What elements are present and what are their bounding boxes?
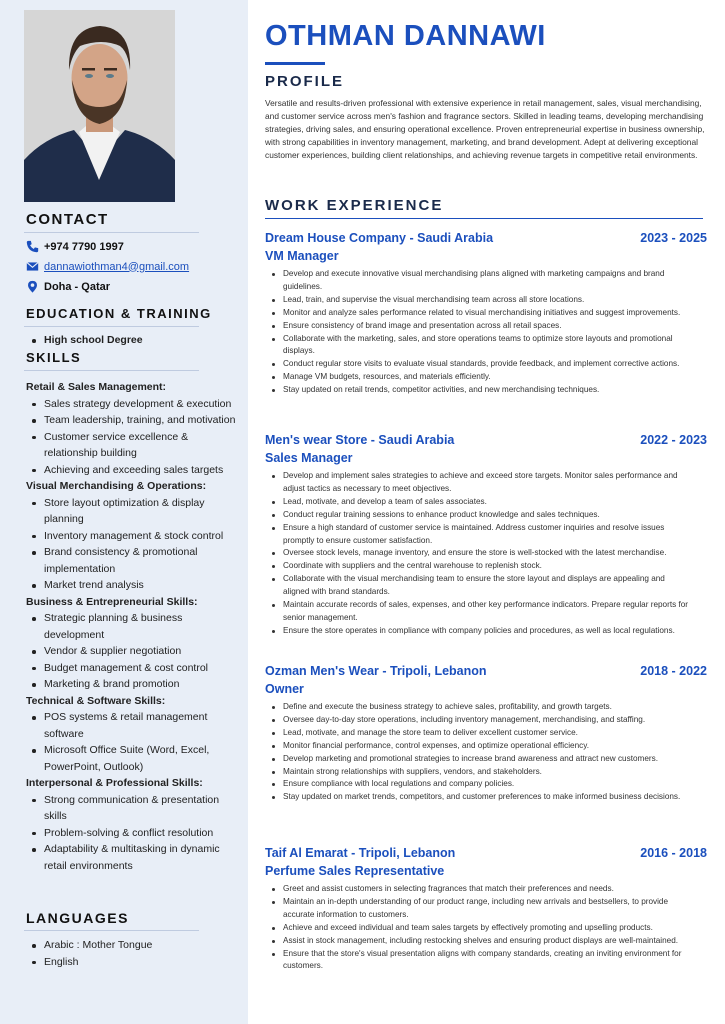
skill-item: Store layout optimization & display planning: [44, 495, 238, 528]
duty-item: Manage VM budgets, resources, and materials efficiently.: [283, 371, 693, 384]
skill-item: Customer service excellence & relationship building: [44, 429, 238, 462]
candidate-name: OTHMAN DANNAWI: [265, 20, 546, 52]
job-dates: 2023 - 2025: [640, 231, 707, 245]
job-company: Men's wear Store - Saudi Arabia: [265, 433, 455, 447]
skill-category: Business & Entrepreneurial Skills:: [26, 595, 198, 608]
duty-item: Ensure that the store's visual presentation aligns with company standards, creating an inviting environment for customers.: [283, 948, 693, 974]
work-experience-heading: WORK EXPERIENCE: [265, 197, 444, 214]
duty-item: Oversee stock levels, manage inventory, and ensure the store is well-stocked with the latest merchandise.: [283, 547, 693, 560]
email-icon: [26, 260, 39, 273]
skill-item: Problem-solving & conflict resolution: [44, 825, 238, 842]
duty-item: Ensure the store operates in compliance with company policies and procedures, as well as local regulations.: [283, 625, 693, 638]
duty-item: Monitor and analyze sales performance related to visual merchandising initiatives and suggest improvements.: [283, 307, 693, 320]
duty-item: Achieve and exceed individual and team sales targets by effectively promoting and upselling products.: [283, 922, 693, 935]
location-pin-icon: [26, 280, 39, 293]
job-company: Ozman Men's Wear - Tripoli, Lebanon: [265, 664, 487, 678]
job-entry: [265, 846, 707, 973]
education-item: High school Degree: [44, 332, 238, 349]
duty-item: Lead, motivate, and manage the store team to deliver excellent customer service.: [283, 727, 693, 740]
languages-divider: [24, 930, 199, 931]
duty-item: Ensure compliance with local regulations and company policies.: [283, 778, 693, 791]
contact-divider: [24, 232, 199, 233]
duty-item: Develop and execute innovative visual merchandising plans aligned with marketing campaigns and brand guidelines.: [283, 268, 693, 294]
skill-item: Adaptability & multitasking in dynamic retail environments: [44, 841, 238, 874]
phone-number: +974 7790 1997: [44, 240, 124, 253]
job-entry: [265, 664, 707, 804]
duty-item: Stay updated on retail trends, competitor activities, and new merchandising techniques.: [283, 384, 693, 397]
duty-item: Ensure consistency of brand image and presentation across all retail spaces.: [283, 320, 693, 333]
contact-location: [26, 280, 110, 293]
work-experience-divider: [265, 218, 703, 219]
skill-item: Brand consistency & promotional implementation: [44, 544, 238, 577]
skill-item: Marketing & brand promotion: [44, 676, 238, 693]
job-company: Dream House Company - Saudi Arabia: [265, 231, 494, 245]
duty-item: Develop marketing and promotional strategies to increase brand awareness and attract new customers.: [283, 753, 693, 766]
education-heading: EDUCATION & TRAINING: [26, 306, 212, 321]
skills-heading: SKILLS: [26, 350, 82, 365]
duty-item: Lead, train, and supervise the visual merchandising team across all store locations.: [283, 294, 693, 307]
portrait-illustration: [24, 10, 175, 202]
education-divider: [24, 326, 199, 327]
job-duties: [265, 268, 693, 397]
skill-category: Visual Merchandising & Operations:: [26, 480, 207, 492]
duty-item: Maintain strong relationships with suppliers, vendors, and stakeholders.: [283, 766, 693, 779]
skill-item: Strong communication & presentation skills: [44, 792, 238, 825]
skill-item: Strategic planning & business development: [44, 610, 238, 643]
skill-item: Achieving and exceeding sales targets: [44, 462, 238, 479]
duty-item: Coordinate with suppliers and the central warehouse to replenish stock.: [283, 560, 693, 573]
language-item: English: [44, 954, 238, 971]
education-list: [26, 332, 238, 349]
duty-item: Assist in stock management, including restocking shelves and ensuring product displays are well-maintained.: [283, 935, 693, 948]
duty-item: Greet and assist customers in selecting fragrances that match their preferences and needs.: [283, 883, 693, 896]
profile-summary: Versatile and results-driven professional with extensive experience in retail management, sales, visual merchandising, and customer service across men's fashion and fragrance sectors. Skilled in leading teams, developing merchandising strategies, driving sales, and ensuring operational excellence. Proven entrepreneurial expertise in business ownership, with strong capabilities in inventory management, marketing, and brand development. Adept at delivering exceptional customer experiences, building client relationships, and achieving revenue targets in competitive retail environments.: [265, 98, 705, 160]
duty-item: Lead, motivate, and develop a team of sales associates.: [283, 496, 693, 509]
job-entry: [265, 231, 707, 397]
job-dates: 2018 - 2022: [640, 664, 707, 678]
skills-divider: [24, 370, 199, 371]
contact-heading: CONTACT: [26, 211, 109, 228]
job-dates: 2022 - 2023: [640, 433, 707, 447]
skill-item: Inventory management & stock control: [44, 528, 238, 545]
duty-item: Maintain accurate records of sales, expenses, and other key performance indicators. Prepare regular reports for senior management.: [283, 599, 693, 625]
contact-email: [26, 260, 189, 273]
job-company: Taif Al Emarat - Tripoli, Lebanon: [265, 846, 456, 860]
duty-item: Collaborate with the visual merchandising team to ensure the store layout and displays are appealing and aligned with brand standards.: [283, 573, 693, 599]
location-text: Doha - Qatar: [44, 280, 111, 293]
languages-heading: LANGUAGES: [26, 910, 129, 926]
duty-item: Define and execute the business strategy to achieve sales, profitability, and growth targets.: [283, 701, 693, 714]
skill-item: Market trend analysis: [44, 577, 238, 594]
duty-item: Ensure a high standard of customer service is maintained. Address customer inquiries and resolve issues promptly to ensure customer satisfaction.: [283, 522, 693, 548]
profile-photo: [24, 10, 175, 202]
job-role: Sales Manager: [265, 451, 353, 465]
skill-item: Sales strategy development & execution: [44, 396, 238, 413]
duty-item: Conduct regular store visits to evaluate visual standards, provide feedback, and implement corrective actions.: [283, 358, 693, 371]
sidebar: [0, 0, 248, 1024]
job-entry: [265, 433, 707, 638]
skill-item: Microsoft Office Suite (Word, Excel, PowerPoint, Outlook): [44, 742, 238, 775]
duty-item: Stay updated on market trends, competitors, and customer preferences to make informed business decisions.: [283, 791, 693, 804]
duty-item: Conduct regular training sessions to enhance product knowledge and sales techniques.: [283, 509, 693, 522]
skill-item: Vendor & supplier negotiation: [44, 643, 238, 660]
duty-item: Develop and implement sales strategies to achieve and exceed store targets. Monitor sales performance and adjust tactics as necessary to meet objectives.: [283, 470, 693, 496]
job-duties: [265, 883, 693, 973]
skill-category: Retail & Sales Management:: [26, 381, 167, 393]
duty-item: Maintain an in-depth understanding of our product range, including new arrivals and bestsellers, to provide accurate information to customers.: [283, 896, 693, 922]
name-underline: [265, 62, 325, 65]
skill-item: Budget management & cost control: [44, 660, 238, 677]
skill-item: Team leadership, training, and motivation: [44, 412, 238, 429]
job-role: Perfume Sales Representative: [265, 864, 445, 878]
job-dates: 2016 - 2018: [640, 846, 707, 860]
skills-list: [26, 379, 238, 874]
profile-heading: PROFILE: [265, 73, 345, 90]
duty-item: Monitor financial performance, control expenses, and optimize operational efficiency.: [283, 740, 693, 753]
languages-list: [26, 937, 238, 970]
job-duties: [265, 701, 693, 804]
job-role: Owner: [265, 682, 304, 696]
job-duties: [265, 470, 693, 638]
skill-item: POS systems & retail management software: [44, 709, 238, 742]
email-link[interactable]: dannawiothman4@gmail.com: [44, 260, 190, 273]
skill-category: Interpersonal & Professional Skills:: [26, 777, 203, 789]
language-item: Arabic : Mother Tongue: [44, 937, 238, 954]
contact-phone: [26, 240, 124, 253]
duty-item: Oversee day-to-day store operations, including inventory management, merchandising, and staffing.: [283, 714, 693, 727]
phone-icon: [26, 240, 39, 253]
skill-category: Technical & Software Skills:: [26, 694, 166, 707]
duty-item: Collaborate with the marketing, sales, and store operations teams to optimize store layouts and promotional displays.: [283, 333, 693, 359]
job-role: VM Manager: [265, 249, 339, 263]
